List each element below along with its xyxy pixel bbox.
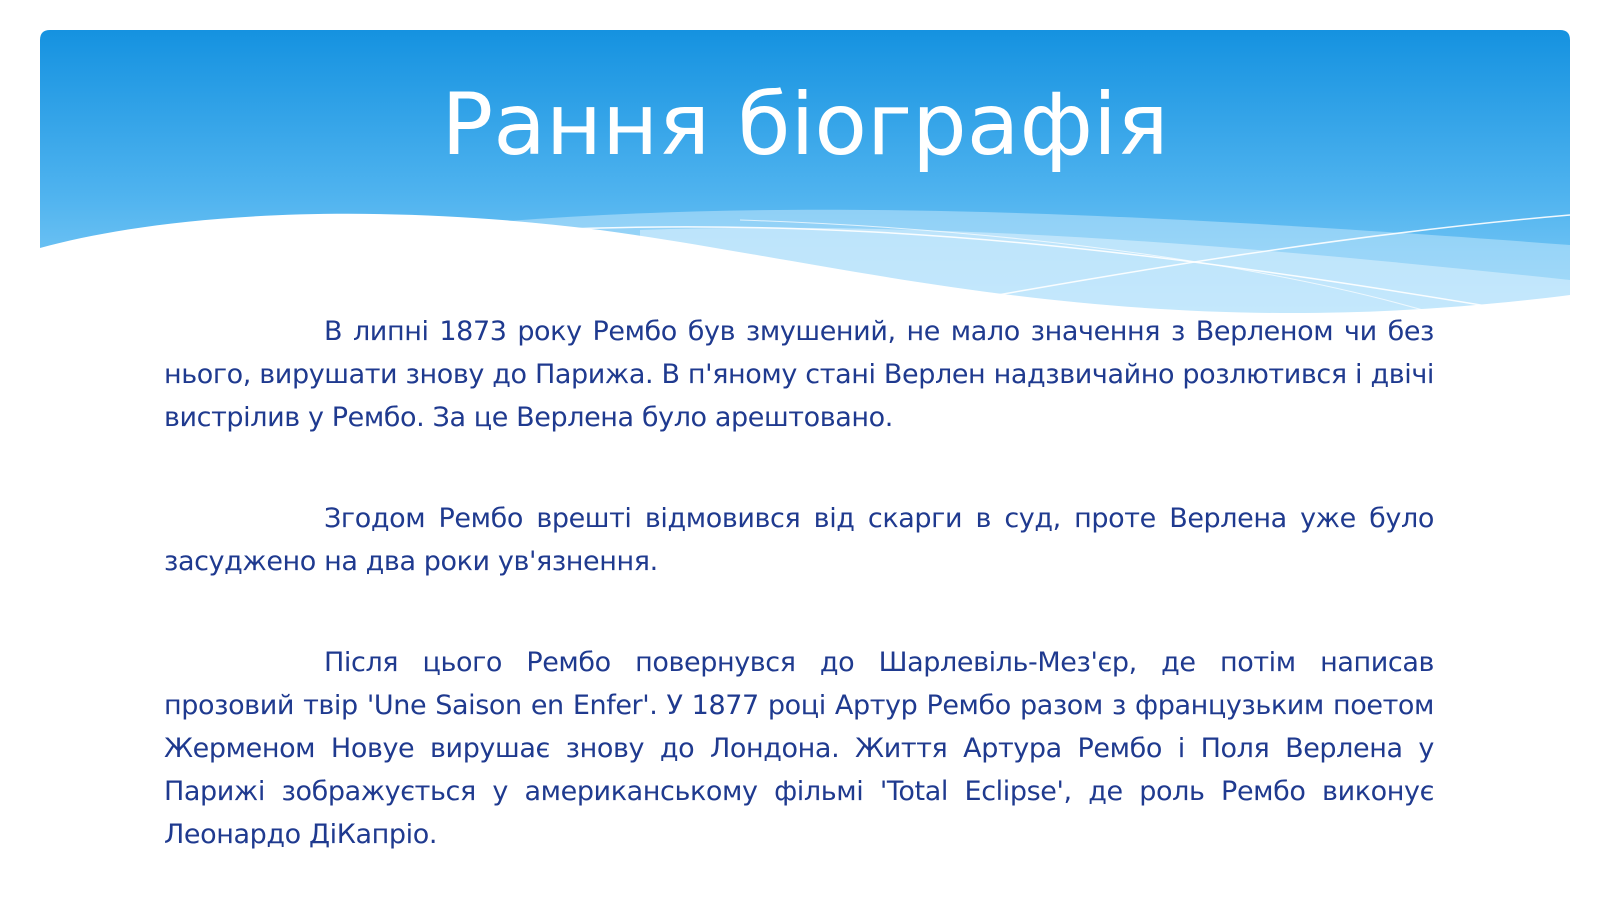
paragraph-1: В липні 1873 року Рембо був змушений, не мало значення з Верленом чи без нього, вирушати знову до Парижа. В п'яному стані Верлен надзвичайно розлютився і двічі вистрілив у Рембо. За це Верлена було арештовано. xyxy=(164,316,1434,433)
slide-title: Рання біографія xyxy=(441,75,1169,175)
paragraph-3: Після цього Рембо повернувся до Шарлевіль-Мез'єр, де потім написав прозовий твір 'Une Saison en Enfer'. У 1877 році Артур Рембо разом з французьким поетом Жерменом Новуе вирушає знову до Лондона. Життя Артура Рембо і Поля Верлена у Парижі зображується у американському фільмі 'Total Eclipse', де роль Рембо виконує Леонардо ДіКапріо. xyxy=(164,647,1434,850)
body-text xyxy=(164,310,1434,900)
paragraph-2: Згодом Рембо врешті відмовився від скарги в суд, проте Верлена уже було засуджено на два роки ув'язнення. xyxy=(164,503,1434,577)
